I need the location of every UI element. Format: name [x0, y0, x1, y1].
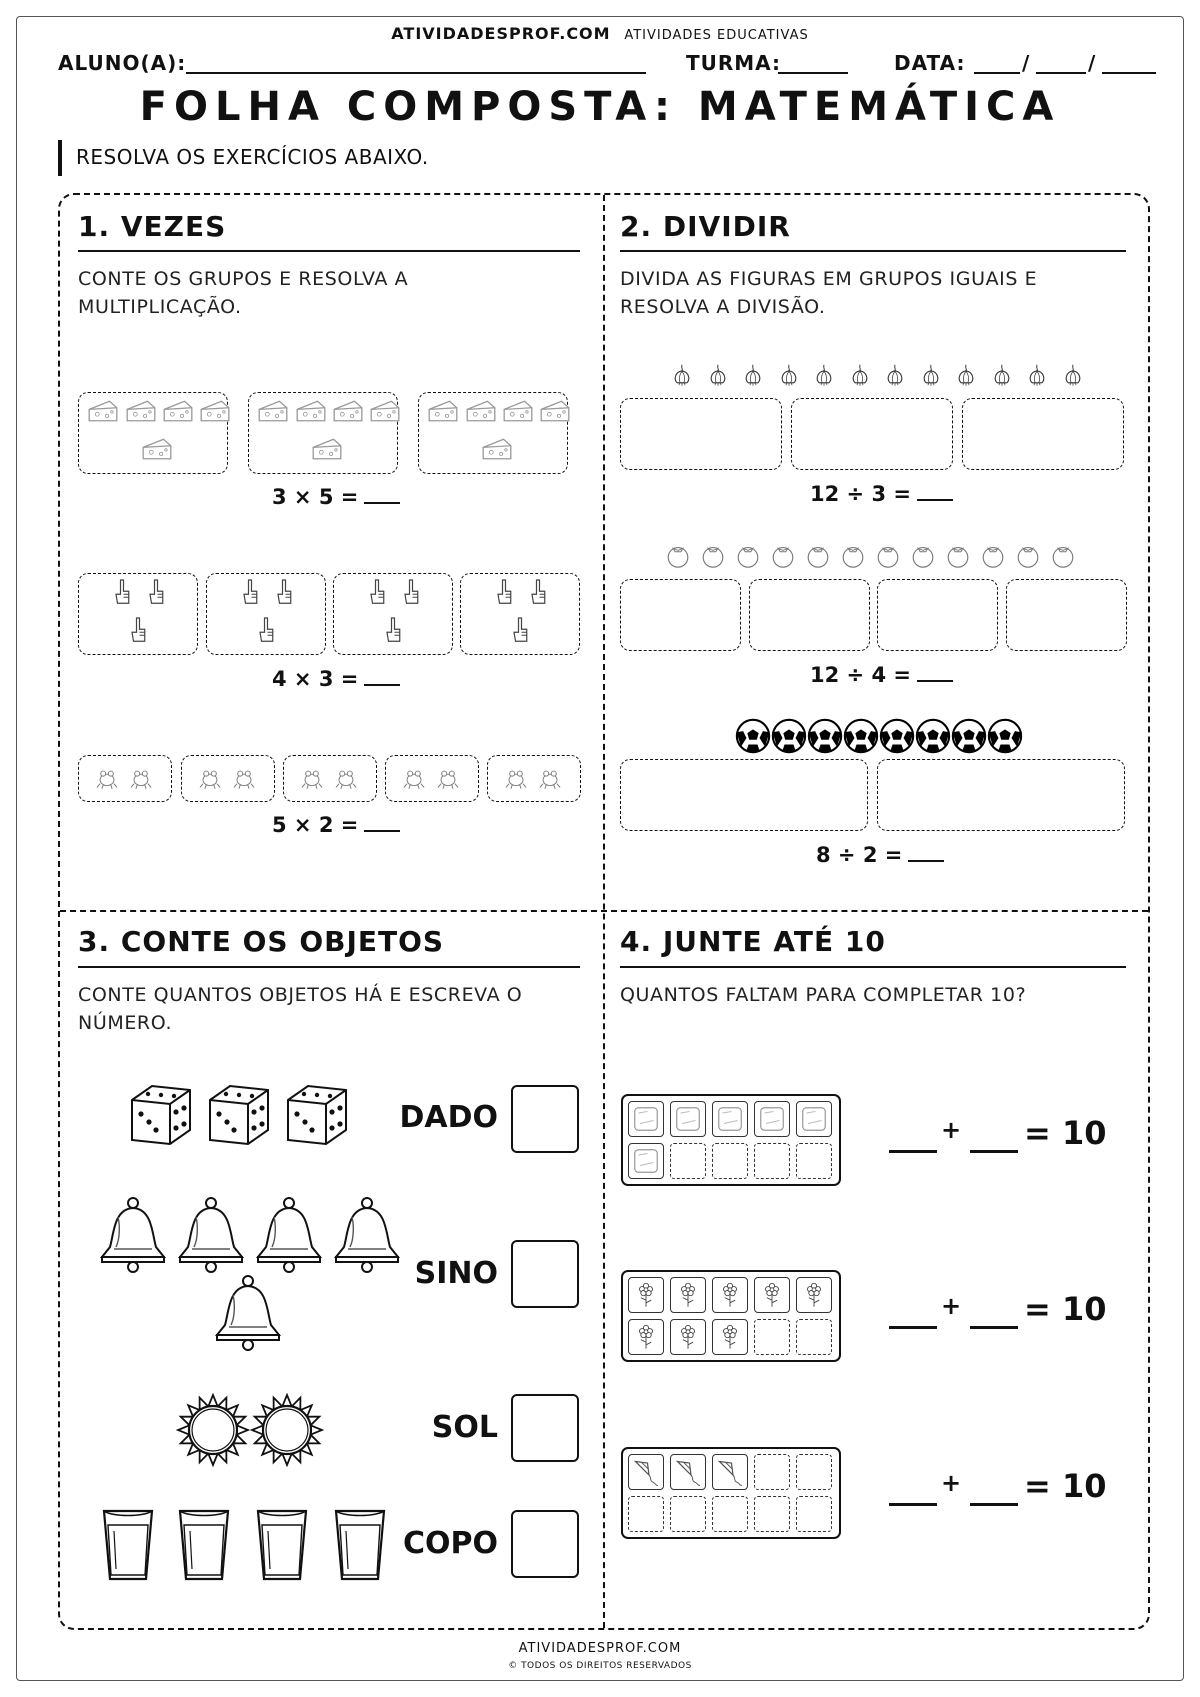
- answer-box-dado[interactable]: [511, 1085, 579, 1153]
- equation-2a: [810, 481, 953, 506]
- onion-icon: [777, 358, 801, 392]
- label-sino: SINO: [414, 1256, 498, 1291]
- page-title: FOLHA COMPOSTA: MATEMÁTICA: [139, 84, 1061, 130]
- ice-cube-icon: [757, 1104, 787, 1134]
- site-tagline: ATIVIDADES EDUCATIVAS: [624, 28, 809, 43]
- answer-box-sino[interactable]: [511, 1240, 579, 1308]
- instruction-bar: [58, 140, 62, 176]
- ten-frame-filled-cell: [628, 1454, 664, 1490]
- equation-1b: [272, 666, 400, 691]
- tomato-icon: [874, 542, 902, 570]
- bell-icon: [172, 1195, 250, 1275]
- soccer-ball-icon: [842, 717, 880, 755]
- soccer-ball-icon: [986, 717, 1024, 755]
- addend-blank-2[interactable]: [970, 1150, 1018, 1153]
- ten-frame-filled-cell: [670, 1101, 706, 1137]
- onion-icon: [670, 358, 694, 392]
- ten-frame-filled-cell: [796, 1277, 832, 1313]
- equation-text: 12 ÷ 3 =: [810, 482, 911, 506]
- frog-group-box: [283, 755, 377, 802]
- finger-icon: [492, 577, 516, 607]
- finger-icon: [365, 577, 389, 607]
- onion-icon: [954, 358, 978, 392]
- flower-icon: [633, 1280, 659, 1310]
- flower-icon: [717, 1280, 743, 1310]
- die-icon: [126, 1082, 196, 1148]
- equation-2c: [816, 842, 944, 867]
- ten-frame-empty-cell: [796, 1496, 832, 1532]
- cheese-icon: [480, 436, 514, 462]
- ten-frame-empty-cell: [754, 1319, 790, 1355]
- frog-icon: [333, 766, 359, 790]
- equation-2b: [810, 662, 953, 687]
- cheese-icon: [426, 398, 460, 424]
- label-dado: DADO: [399, 1100, 498, 1135]
- finger-icon: [238, 577, 262, 607]
- section-1-rule: [78, 250, 580, 252]
- frog-icon: [128, 766, 154, 790]
- soccer-ball-icon: [950, 717, 988, 755]
- ice-cube-icon: [799, 1104, 829, 1134]
- ice-cube-icon: [631, 1104, 661, 1134]
- equation-text: 8 ÷ 2 =: [816, 843, 903, 867]
- ten-frame-filled-cell: [712, 1454, 748, 1490]
- ten-frame-filled-cell: [712, 1277, 748, 1313]
- tomato-icon: [979, 542, 1007, 570]
- ten-frame: [621, 1270, 841, 1362]
- flower-icon: [633, 1322, 659, 1352]
- soccer-ball-icon: [734, 717, 772, 755]
- answer-blank[interactable]: [364, 812, 400, 832]
- tomato-icon: [804, 542, 832, 570]
- frog-icon: [401, 766, 427, 790]
- section-4-rule: [620, 966, 1126, 968]
- equation-text: 12 ÷ 4 =: [810, 663, 911, 687]
- cheese-icon: [538, 398, 572, 424]
- ice-cube-icon: [631, 1146, 661, 1176]
- kite-icon: [631, 1457, 661, 1487]
- division-drop-box[interactable]: [620, 398, 782, 470]
- sun-icon: [176, 1393, 250, 1467]
- section-1-desc: CONTE OS GRUPOS E RESOLVA A MULTIPLICAÇÃO.: [78, 268, 409, 318]
- ten-frame-filled-cell: [796, 1101, 832, 1137]
- cup-icon: [176, 1505, 232, 1583]
- frog-group-box: [181, 755, 275, 802]
- sum-equals-ten: = 10: [1024, 1467, 1107, 1505]
- tomato-icon: [839, 542, 867, 570]
- cheese-icon: [368, 398, 402, 424]
- answer-blank[interactable]: [917, 481, 953, 501]
- finger-icon: [110, 577, 134, 607]
- frog-icon: [94, 766, 120, 790]
- frog-group-box: [385, 755, 479, 802]
- finger-icon: [399, 577, 423, 607]
- flower-icon: [675, 1322, 701, 1352]
- ten-frame-filled-cell: [754, 1277, 790, 1313]
- cheese-icon: [124, 398, 158, 424]
- ice-cube-icon: [673, 1104, 703, 1134]
- frog-group-box: [487, 755, 581, 802]
- date-sep-2: /: [1088, 51, 1097, 75]
- division-drop-box[interactable]: [620, 759, 868, 831]
- addend-blank-1[interactable]: [889, 1503, 937, 1506]
- cheese-icon: [86, 398, 120, 424]
- label-copo: COPO: [402, 1526, 498, 1561]
- soccer-ball-icon: [878, 717, 916, 755]
- equation-text: 4 × 3 =: [272, 667, 359, 691]
- equation-1a: [272, 484, 400, 509]
- ten-frame-filled-cell: [670, 1454, 706, 1490]
- equation-text: 3 × 5 =: [272, 485, 359, 509]
- answer-blank[interactable]: [908, 842, 944, 862]
- section-3-title: 3. CONTE OS OBJETOS: [78, 925, 445, 958]
- tomato-icon: [699, 542, 727, 570]
- ten-frame-empty-cell: [670, 1143, 706, 1179]
- instruction: RESOLVA OS EXERCÍCIOS ABAIXO.: [76, 145, 429, 169]
- aluno-label: ALUNO(A):: [58, 51, 187, 75]
- ten-frame-filled-cell: [670, 1319, 706, 1355]
- ten-frame-empty-cell: [670, 1496, 706, 1532]
- tomato-icon: [664, 542, 692, 570]
- answer-box-sol[interactable]: [511, 1394, 579, 1462]
- footer-site: ATIVIDADESPROF.COM: [518, 1641, 682, 1656]
- soccer-ball-icon: [770, 717, 808, 755]
- frog-icon: [231, 766, 257, 790]
- ten-frame-filled-cell: [712, 1319, 748, 1355]
- equation-text: 5 × 2 =: [272, 813, 359, 837]
- turma-label: TURMA:: [686, 51, 782, 75]
- ten-frame: [621, 1447, 841, 1539]
- cup-icon: [254, 1505, 310, 1583]
- ten-frame-filled-cell: [628, 1319, 664, 1355]
- division-drop-box[interactable]: [791, 398, 953, 470]
- ten-frame-empty-cell: [796, 1454, 832, 1490]
- turma-field[interactable]: [778, 72, 848, 74]
- tomato-icon: [734, 542, 762, 570]
- flower-icon: [759, 1280, 785, 1310]
- ten-frame-empty-cell: [754, 1496, 790, 1532]
- answer-blank[interactable]: [917, 662, 953, 682]
- ten-frame-filled-cell: [670, 1277, 706, 1313]
- finger-icon: [272, 577, 296, 607]
- onion-icon: [919, 358, 943, 392]
- bell-icon: [209, 1273, 287, 1353]
- division-drop-box[interactable]: [877, 759, 1125, 831]
- sun-icon: [250, 1393, 324, 1467]
- label-sol: SOL: [431, 1410, 498, 1445]
- frog-icon: [435, 766, 461, 790]
- flower-icon: [675, 1280, 701, 1310]
- finger-icon: [254, 615, 278, 645]
- tomato-icon: [909, 542, 937, 570]
- addend-blank-2[interactable]: [970, 1503, 1018, 1506]
- ten-frame-empty-cell: [754, 1143, 790, 1179]
- bell-icon: [250, 1195, 328, 1275]
- bell-icon: [94, 1195, 172, 1275]
- cheese-icon: [310, 436, 344, 462]
- die-icon: [204, 1082, 274, 1148]
- cheese-icon: [198, 398, 232, 424]
- section-1-title: 1. VEZES: [78, 210, 227, 243]
- cheese-icon: [294, 398, 328, 424]
- data-label: DATA:: [894, 51, 966, 75]
- flower-icon: [801, 1280, 827, 1310]
- addend-blank-1[interactable]: [889, 1150, 937, 1153]
- section-4-title: 4. JUNTE ATÉ 10: [620, 925, 886, 958]
- onion-icon: [883, 358, 907, 392]
- tomato-icon: [769, 542, 797, 570]
- onion-icon: [741, 358, 765, 392]
- cup-icon: [332, 1505, 388, 1583]
- date-year-field[interactable]: [1102, 72, 1156, 74]
- cheese-icon: [256, 398, 290, 424]
- sum-equals-ten: = 10: [1024, 1114, 1107, 1152]
- ten-frame-filled-cell: [628, 1143, 664, 1179]
- section-4-desc: QUANTOS FALTAM PARA COMPLETAR 10?: [620, 984, 1027, 1006]
- section-3-rule: [78, 966, 580, 968]
- ten-frame-empty-cell: [712, 1496, 748, 1532]
- ten-frame-filled-cell: [628, 1277, 664, 1313]
- onion-icon: [812, 358, 836, 392]
- cheese-icon: [501, 398, 535, 424]
- equation-1c: [272, 812, 400, 837]
- division-drop-box[interactable]: [1006, 579, 1127, 651]
- frog-group-box: [78, 755, 172, 802]
- section-2-rule: [620, 250, 1126, 252]
- finger-icon: [144, 577, 168, 607]
- finger-icon: [508, 615, 532, 645]
- answer-blank[interactable]: [364, 484, 400, 504]
- division-drop-box[interactable]: [749, 579, 870, 651]
- ten-frame-empty-cell: [754, 1454, 790, 1490]
- cheese-icon: [161, 398, 195, 424]
- ten-frame-empty-cell: [796, 1143, 832, 1179]
- flower-icon: [717, 1322, 743, 1352]
- addend-blank-1[interactable]: [889, 1326, 937, 1329]
- addend-blank-2[interactable]: [970, 1326, 1018, 1329]
- division-drop-box[interactable]: [620, 579, 741, 651]
- cheese-icon: [331, 398, 365, 424]
- frog-icon: [503, 766, 529, 790]
- onion-icon: [1061, 358, 1085, 392]
- onion-icon: [848, 358, 872, 392]
- kite-icon: [715, 1457, 745, 1487]
- answer-blank[interactable]: [364, 666, 400, 686]
- ten-frame-empty-cell: [712, 1143, 748, 1179]
- frog-icon: [537, 766, 563, 790]
- ten-frame: [621, 1094, 841, 1186]
- sum-equals-ten: = 10: [1024, 1290, 1107, 1328]
- site-name: ATIVIDADESPROF.COM: [391, 24, 611, 43]
- soccer-ball-icon: [914, 717, 952, 755]
- plus-sign: +: [941, 1469, 962, 1497]
- die-icon: [282, 1082, 352, 1148]
- horizontal-divider: [60, 910, 1148, 912]
- date-day-field[interactable]: [974, 72, 1020, 74]
- aluno-field[interactable]: [186, 72, 646, 74]
- plus-sign: +: [941, 1292, 962, 1320]
- tomato-icon: [1049, 542, 1077, 570]
- onion-icon: [706, 358, 730, 392]
- onion-icon: [1025, 358, 1049, 392]
- ten-frame-filled-cell: [628, 1101, 664, 1137]
- frog-icon: [299, 766, 325, 790]
- cup-icon: [100, 1505, 156, 1583]
- ten-frame-empty-cell: [796, 1319, 832, 1355]
- site-header: [0, 24, 1200, 43]
- finger-icon: [381, 615, 405, 645]
- footer-rights: © TODOS OS DIREITOS RESERVADOS: [508, 1661, 692, 1671]
- soccer-ball-icon: [806, 717, 844, 755]
- plus-sign: +: [941, 1116, 962, 1144]
- section-2-desc: DIVIDA AS FIGURAS EM GRUPOS IGUAIS E RESOLVA A DIVISÃO.: [620, 268, 1038, 318]
- finger-icon: [126, 615, 150, 645]
- frog-icon: [197, 766, 223, 790]
- section-2-title: 2. DIVIDIR: [620, 210, 791, 243]
- ten-frame-empty-cell: [628, 1496, 664, 1532]
- section-3-desc: CONTE QUANTOS OBJETOS HÁ E ESCREVA O NÚMERO.: [78, 984, 523, 1034]
- onion-icon: [990, 358, 1014, 392]
- ten-frame-filled-cell: [754, 1101, 790, 1137]
- tomato-icon: [1014, 542, 1042, 570]
- division-drop-box[interactable]: [877, 579, 998, 651]
- kite-icon: [673, 1457, 703, 1487]
- tomato-icon: [944, 542, 972, 570]
- date-sep-1: /: [1022, 51, 1031, 75]
- finger-icon: [526, 577, 550, 607]
- date-month-field[interactable]: [1036, 72, 1086, 74]
- ten-frame-filled-cell: [712, 1101, 748, 1137]
- division-drop-box[interactable]: [962, 398, 1124, 470]
- cheese-icon: [464, 398, 498, 424]
- cheese-icon: [140, 436, 174, 462]
- answer-box-copo[interactable]: [511, 1510, 579, 1578]
- ice-cube-icon: [715, 1104, 745, 1134]
